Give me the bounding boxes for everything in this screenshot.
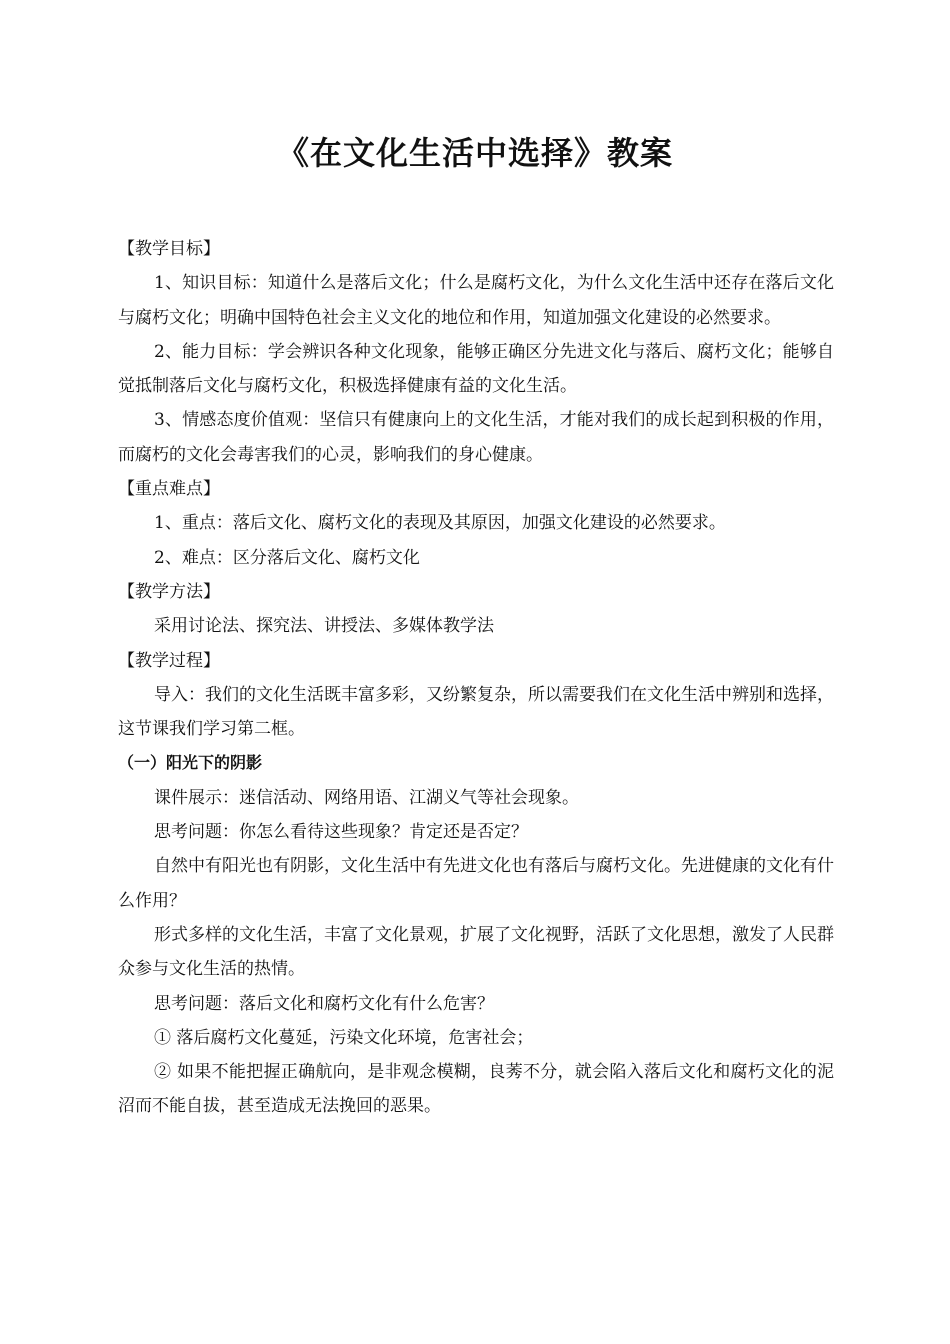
part-one-item: 思考问题：你怎么看待这些现象？肯定还是否定？ — [154, 822, 528, 843]
key-point-difficulty: 2、难点：区分落后文化、腐朽文化 — [154, 547, 420, 568]
section-heading-objectives: 【教学目标】 — [118, 239, 220, 259]
part-one-item: 课件展示：迷信活动、网络用语、江湖义气等社会现象。 — [154, 787, 579, 808]
process-intro: 导入：我们的文化生活既丰富多彩，又纷繁复杂，所以需要我们在文化生活中辨别和选择，这节课我们学习第二框。 — [118, 684, 834, 740]
document-title: 《在文化生活中选择》教案 — [276, 134, 673, 172]
section-heading-key-points: 【重点难点】 — [118, 479, 220, 500]
part-one-heading: （一）阳光下的阴影 — [118, 753, 263, 773]
part-one-item: 思考问题：落后文化和腐朽文化有什么危害？ — [154, 993, 494, 1014]
section-heading-process: 【教学过程】 — [118, 650, 220, 671]
objective-knowledge: 1、知识目标：知道什么是落后文化；什么是腐朽文化，为什么文化生活中还存在落后文化与腐朽文化；明确中国特色社会主义文化的地位和作用，知道加强文化建设的必然要求。 — [118, 273, 834, 328]
part-one-item: 形式多样的文化生活，丰富了文化景观，扩展了文化视野，活跃了文化思想，激发了人民群众参与文化生活的热情。 — [118, 924, 834, 980]
document-body — [118, 232, 834, 1124]
methods-text: 采用讨论法、探究法、讲授法、多媒体教学法 — [154, 616, 494, 637]
part-one-item: ① 落后腐朽文化蔓延，污染文化环境，危害社会； — [154, 1027, 534, 1048]
section-heading-methods: 【教学方法】 — [118, 581, 220, 602]
part-one-item: ② 如果不能把握正确航向，是非观念模糊，良莠不分，就会陷入落后文化和腐朽文化的泥沼而不能自拔，甚至造成无法挽回的恶果。 — [118, 1062, 834, 1117]
part-one-item: 自然中有阳光也有阴影，文化生活中有先进文化也有落后与腐朽文化。先进健康的文化有什么作用？ — [118, 856, 834, 911]
objective-values: 3、情感态度价值观：坚信只有健康向上的文化生活，才能对我们的成长起到积极的作用，而腐朽的文化会毒害我们的心灵，影响我们的身心健康。 — [118, 410, 834, 465]
objective-ability: 2、能力目标：学会辨识各种文化现象，能够正确区分先进文化与落后、腐朽文化；能够自觉抵制落后文化与腐朽文化，积极选择健康有益的文化生活。 — [118, 341, 834, 397]
key-point-focus: 1、重点：落后文化、腐朽文化的表现及其原因，加强文化建设的必然要求。 — [154, 513, 726, 534]
